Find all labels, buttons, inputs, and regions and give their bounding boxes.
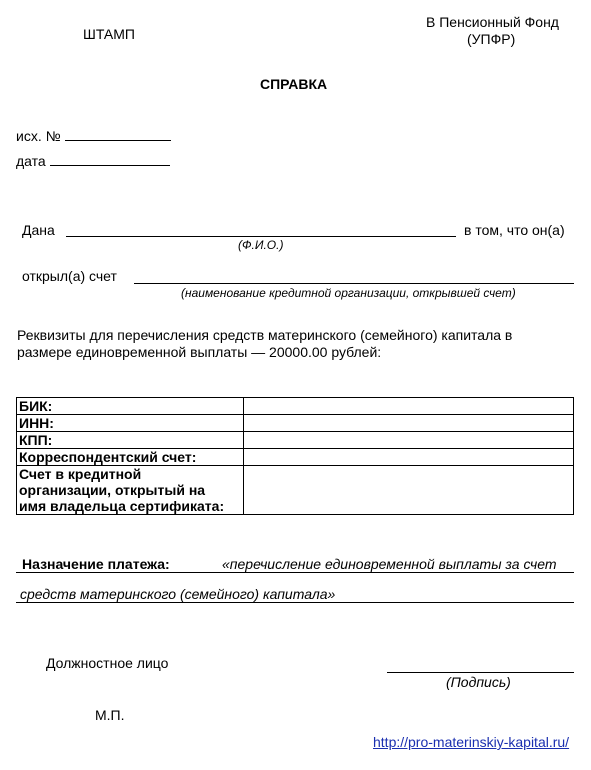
signature-hint: (Подпись) [446,674,511,690]
table-row [17,398,574,415]
document-title: СПРАВКА [260,76,328,92]
table-cell-label-line: имя владельца сертификата: [19,498,225,514]
details-text-line-1: Реквизиты для перечисления средств материнского (семейного) капитала в [17,327,513,343]
table-cell-label: Корреспондентский счет: [17,449,244,466]
purpose-underline-2 [16,602,574,603]
recipient-line-1: В Пенсионный Фонд [426,14,559,30]
account-label: открыл(а) счет [22,268,117,284]
recipient-line-2: (УПФР) [467,31,516,47]
source-website-link[interactable]: http://pro-materinskiy-kapital.ru/ [373,734,570,750]
purpose-text-line-1: «перечисление единовременной выплаты за счет [222,556,557,572]
given-suffix: в том, что он(а) [464,222,565,238]
date-label: дата [16,153,46,169]
ref-number-label: исх. № [16,128,61,144]
table-row [17,415,574,432]
table-cell-value [244,466,574,515]
table-cell-value [244,398,574,415]
table-cell-label-line: Счет в кредитной [19,466,142,482]
table-cell-label: БИК: [17,398,244,415]
bank-name-line [134,283,574,284]
official-label: Должностное лицо [46,655,169,671]
table-cell-label-line: организации, открытый на [19,482,206,498]
details-text-line-2: размере единовременной выплаты — 20000.00 рублей: [17,344,382,360]
purpose-label: Назначение платежа: [22,556,170,572]
given-label: Дана [22,222,55,238]
purpose-text-line-2: средств материнского (семейного) капитала» [20,586,336,602]
table-cell-label: ИНН: [17,415,244,432]
stamp-placeholder: ШТАМП [83,26,135,42]
fio-hint: (Ф.И.О.) [238,238,284,252]
signature-line [387,672,574,673]
ref-number-field [16,127,171,144]
ref-number-blank [65,127,171,141]
seal-placeholder: М.П. [95,707,125,723]
table-cell-label: КПП: [17,432,244,449]
purpose-underline-1 [16,572,574,573]
date-blank [50,152,170,166]
table-row [17,449,574,466]
date-field [16,152,170,169]
bank-name-hint: (наименование кредитной организации, открывшей счет) [181,286,516,300]
table-row [17,432,574,449]
table-cell-value [244,432,574,449]
table-cell-label [17,466,244,515]
table-row [17,466,574,515]
table-cell-value [244,415,574,432]
table-cell-value [244,449,574,466]
requisites-table [16,397,574,515]
